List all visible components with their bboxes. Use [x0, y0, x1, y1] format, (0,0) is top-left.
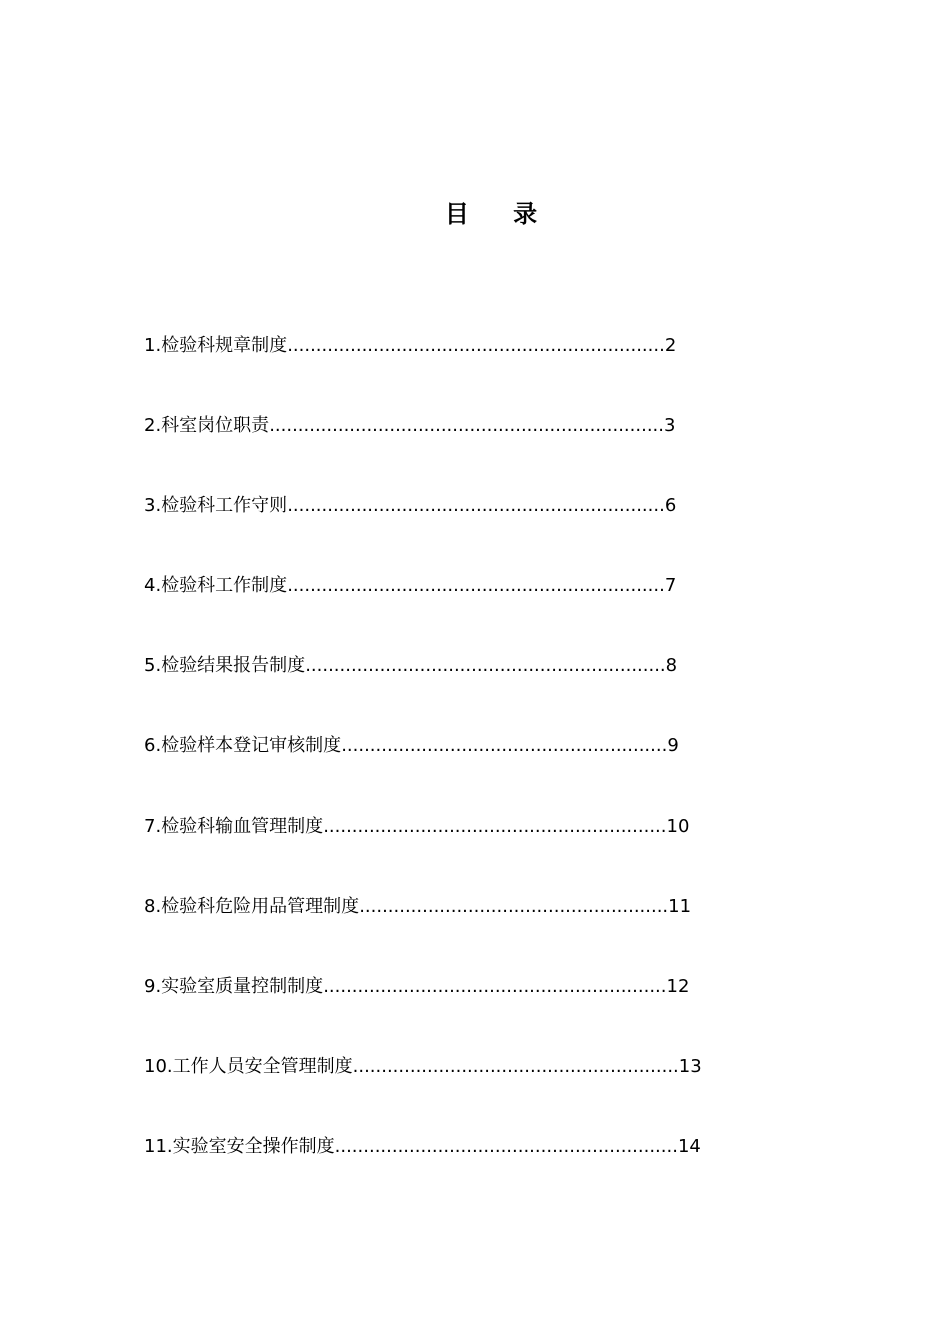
toc-entry-label: 9.实验室质量控制制度	[144, 975, 324, 997]
toc-entry	[144, 490, 702, 570]
toc-entry	[144, 1051, 702, 1131]
toc-page-number: 8	[665, 655, 678, 677]
toc-page-number: 6	[664, 495, 677, 517]
toc-page-number: 11	[668, 895, 692, 917]
toc-leader-dots: .........................................................	[352, 1055, 679, 1077]
toc-entry-label: 2.科室岗位职责	[144, 415, 270, 437]
toc-page-number: 10	[666, 815, 690, 837]
table-of-contents	[144, 330, 702, 1211]
toc-entry	[144, 410, 702, 490]
toc-leader-dots: ...............................................................	[305, 655, 666, 677]
toc-leader-dots: ..................................................................	[287, 495, 665, 517]
toc-leader-dots: ..................................................................	[287, 335, 665, 356]
toc-entry	[144, 1131, 702, 1211]
toc-entry-label: 10.工作人员安全管理制度	[144, 1055, 353, 1077]
toc-page-number: 7	[664, 575, 677, 597]
toc-page-number: 3	[663, 415, 676, 437]
toc-leader-dots: ............................................................	[334, 1135, 678, 1157]
toc-entry	[144, 570, 702, 650]
toc-entry	[144, 730, 702, 810]
toc-entry-label: 5.检验结果报告制度	[144, 655, 306, 677]
toc-entry-label: 1.检验科规章制度	[144, 335, 288, 356]
toc-page-number: 12	[666, 975, 690, 997]
toc-leader-dots: .....................................................................	[269, 415, 664, 437]
toc-leader-dots: .........................................................	[341, 735, 668, 757]
toc-entry-label: 4.检验科工作制度	[144, 575, 288, 597]
toc-entry	[144, 971, 702, 1051]
toc-entry-label: 8.检验科危险用品管理制度	[144, 895, 360, 917]
toc-entry-label: 3.检验科工作守则	[144, 495, 288, 517]
toc-page-number: 13	[678, 1055, 702, 1077]
toc-entry-label: 11.实验室安全操作制度	[144, 1135, 335, 1157]
toc-entry	[144, 811, 702, 891]
toc-entry	[144, 891, 702, 971]
toc-leader-dots: ............................................................	[323, 815, 667, 837]
toc-entry-label: 7.检验科输血管理制度	[144, 815, 324, 837]
toc-entry-label: 6.检验样本登记审核制度	[144, 735, 342, 757]
toc-leader-dots: ......................................................	[359, 895, 669, 917]
toc-entry	[144, 330, 702, 410]
page-title: 目 录	[444, 200, 556, 228]
toc-entry	[144, 650, 702, 730]
toc-leader-dots: ..................................................................	[287, 575, 665, 597]
toc-page-number: 14	[677, 1135, 701, 1157]
toc-page-number: 9	[667, 735, 679, 757]
toc-leader-dots: ............................................................	[323, 975, 667, 997]
toc-page-number: 2	[664, 335, 677, 356]
